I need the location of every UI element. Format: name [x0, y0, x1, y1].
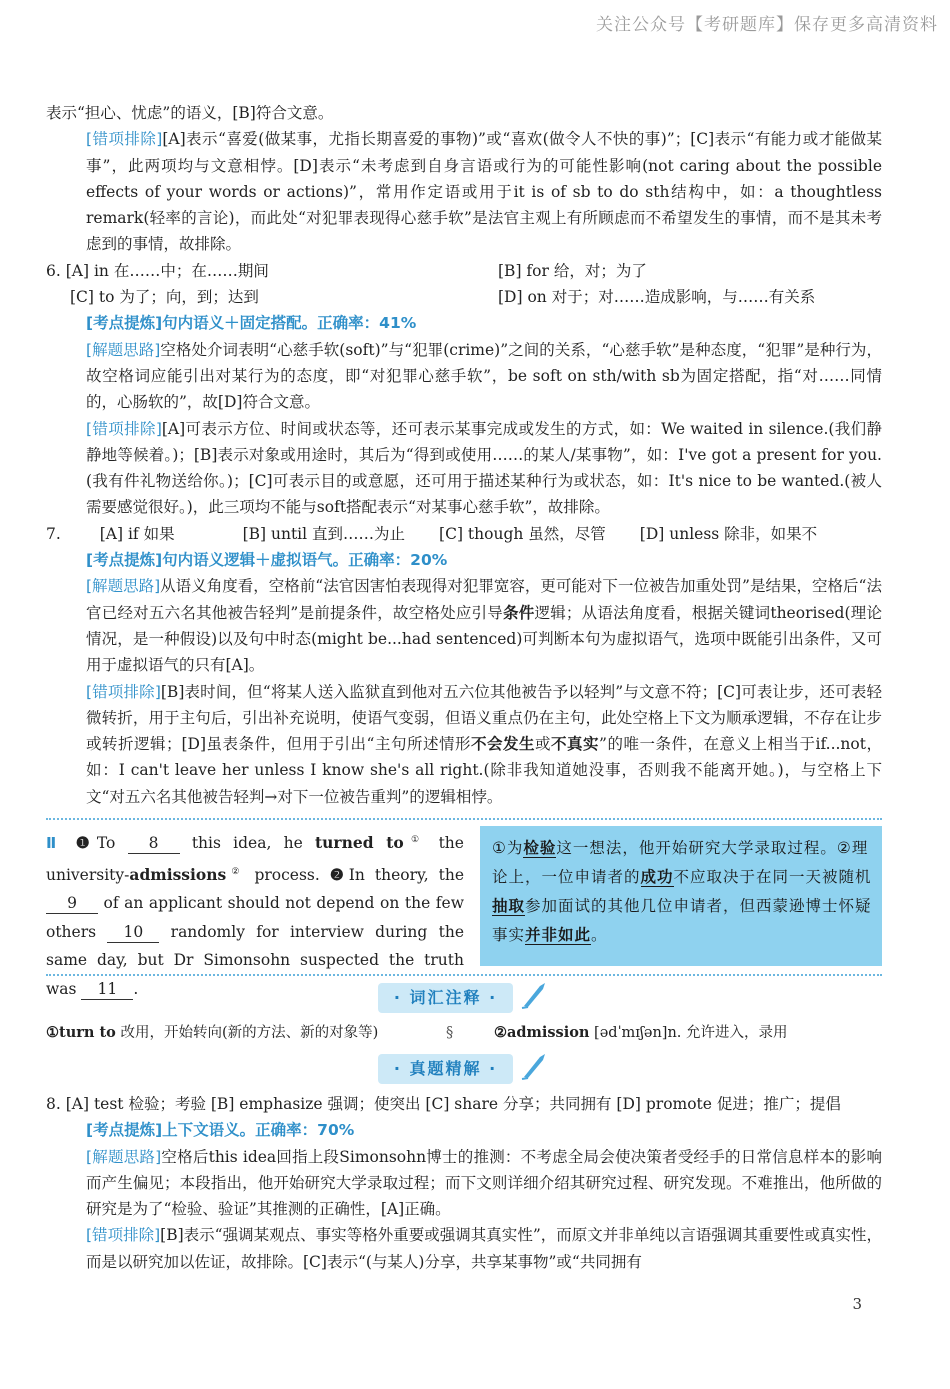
q5-error-text: [A]表示“喜爱(做某事，尤指长期喜爱的事物)”或“喜欢(做令人不快的事)”；[C]表示“有能力或才能做某事”，此两项均与文意相悖。[D]表示“未考虑到自身言语或行为的可能性影响(not caring about the possible effects of your words or actions)”，常用作定语或用于it is of sb to do sth结构中，如：a thoughtless remark(轻率的言论)，而此处“对犯罪表现得心慈手软”是法官主观上有所顾虑而不希望发生的事情，而不是其未考虑到的事情，故排除。: [86, 130, 882, 254]
analysis-title: · 真题精解 ·: [378, 1054, 513, 1084]
q7-error-text-1: [B]表时间，但“将某人送入监狱直到他对五六位其他被告予以轻判”与文意不符；[C]可表让步，还可表轻微转折，用于主句后，引出补充说明，使语气变弱，但语义重点仍在主句，此处空格上下文为顺承逻辑，不存在让步或转折逻辑；[D]虽表条件，但用于引出“主句所述情形: [86, 682, 882, 754]
idea-tag: [解题思路]: [86, 340, 161, 359]
blank-9: 9: [46, 893, 98, 914]
q7-error: [46, 679, 882, 810]
section-roman-numeral: Ⅱ: [46, 834, 64, 853]
q8-idea: [46, 1144, 882, 1223]
q7-number: 7.: [46, 524, 61, 543]
translation-text-2: 这一想法，他开始研究大学录取过程。②理论上，一位申请者的: [492, 839, 869, 887]
q7-option-c: [C] though 虽然，尽管: [439, 524, 606, 543]
q7-idea: [46, 573, 882, 678]
translation-underline-4: 并非如此: [525, 926, 592, 945]
page-content: [46, 100, 882, 1275]
q8-number: 8.: [46, 1094, 61, 1113]
intro-text: 表示“担心、忧虑”的语义，[B]符合文意。: [46, 104, 334, 122]
q8-error: [46, 1222, 882, 1275]
english-passage: [46, 826, 464, 998]
sentence-2-number: ❷: [329, 864, 349, 884]
q6-options-row-2: [46, 284, 882, 310]
analysis-header: [46, 1051, 882, 1089]
q6-error: [46, 416, 882, 521]
q7-error-text-2: 或: [535, 735, 552, 754]
translation-text-4: 参加面试的其他几位申请者，但西蒙逊博士怀疑事实: [492, 897, 872, 945]
error-tag: [错项排除]: [86, 419, 162, 438]
q6-point: [46, 310, 882, 336]
point-tag: [考点提炼]: [86, 314, 163, 333]
q7-idea-bold: 条件: [503, 602, 535, 622]
q6-idea-text: 空格处介词表明“心慈手软(soft)”与“犯罪(crime)”之间的关系，“心慈手软”是种态度，“犯罪”是种行为，故空格词应能引出对某行为的态度，即“对犯罪心慈手软”，be soft on sth/with sb为固定搭配，指“对……同情的，心肠软的”，故[D]符合文意。: [86, 340, 882, 412]
vocab-title: · 词汇注释 ·: [378, 983, 513, 1013]
sentence-1-number: ❶: [75, 833, 97, 853]
vocab-item-1: [46, 1020, 446, 1046]
translation-box: [480, 826, 882, 966]
translation-text-3: 不应取决于在同一天被随机: [673, 868, 872, 887]
vocab-admissions: admissions: [129, 864, 227, 884]
q8-error-text: [B]表示“强调某观点、事实等格外重要或强调其真实性”，而原文并非单纯以言语强调其重要性或真实性，而是以研究加以佐证，故排除。[C]表示“(与某人)分享，共享某事物”或“共同拥有: [86, 1226, 882, 1271]
sentence-2-d: .: [133, 979, 139, 998]
blank-10: 10: [107, 922, 159, 943]
q8-options-text: [A] test 检验；考验 [B] emphasize 强调；使突出 [C] share 分享；共同拥有 [D] promote 促进；推广；提倡: [65, 1094, 841, 1113]
idea-tag: [解题思路]: [86, 1147, 162, 1166]
footnote-2: ②: [226, 866, 245, 877]
q7-point: [46, 547, 882, 573]
vocab-turned-to: turned to: [314, 833, 404, 853]
error-tag: [错项排除]: [86, 130, 163, 149]
q6-options-row-1: [46, 258, 882, 284]
idea-tag: [解题思路]: [86, 577, 161, 596]
vocab-1-definition: 改用，开始转向(新的方法、新的对象等): [120, 1025, 379, 1042]
vocab-list: [46, 1020, 882, 1046]
translation-underline-1: 检验: [523, 839, 557, 858]
q6-option-b: [B] for 给，对；为了: [498, 261, 647, 280]
footnote-1: ①: [403, 835, 427, 846]
q8-point-text: 上下文语义。正确率：70%: [162, 1121, 355, 1140]
error-tag: [错项排除]: [86, 682, 161, 701]
q7-options: [46, 521, 882, 547]
q6-option-c: [C] to 为了；向，到；达到: [70, 288, 259, 307]
sentence-1-a: To: [96, 834, 116, 853]
blank-11: 11: [81, 979, 133, 1000]
q7-error-bold-2: 不真实: [551, 734, 600, 754]
sentence-2-a: In theory, the: [348, 865, 464, 884]
error-tag: [错项排除]: [86, 1226, 161, 1245]
sentence-1-b: this idea, he: [191, 834, 303, 853]
pen-icon: [520, 980, 550, 1018]
translation-underline-2: 成功: [640, 868, 674, 887]
q7-option-b: [B] until 直到……为止: [242, 524, 406, 543]
q7-option-a: [A] if 如果: [99, 524, 175, 543]
watermark-text: 关注公众号【考研题库】保存更多高清资料: [596, 15, 938, 35]
point-tag: [考点提炼]: [86, 551, 163, 570]
section-divider-top: [46, 818, 882, 820]
point-tag: [考点提炼]: [86, 1121, 163, 1140]
vocab-1-word: ①turn to: [46, 1024, 116, 1042]
q6-idea: [46, 337, 882, 416]
q7-option-d: [D] unless 除非，如果不: [639, 524, 818, 543]
q8-options: [46, 1091, 882, 1117]
section-mark-icon: §: [446, 1025, 454, 1042]
vocab-item-2: [494, 1020, 788, 1046]
page-number: 3: [852, 1295, 862, 1313]
q8-point: [46, 1117, 882, 1143]
q8-idea-text: 空格后this idea回指上段Simonsohn博士的推测：不考虑全局会使决策者受经手的日常信息样本的影响而产生偏见；本段指出，他开始研究大学录取过程；而下文则详细介绍其研究过程、研究发现。不难推出，他所做的研究是为了“检验、验证”其推测的正确性，[A]正确。: [86, 1147, 882, 1219]
vocab-header: [46, 980, 882, 1018]
sentence-1-c: the university-: [46, 834, 464, 884]
sentence-2-c: randomly for interview during the same day, but Dr Simonsohn suspected the truth was: [46, 922, 464, 998]
q6-option-line: [46, 258, 498, 284]
q6-option-d: [D] on 对于；对……造成影响，与……有关系: [498, 288, 816, 307]
translation-underline-3: 抽取: [492, 897, 526, 916]
translation-text-5: 。: [591, 926, 608, 945]
q7-idea-text-1: 从语义角度看，空格前“法官因害怕表现得对犯罪宽容，更可能对下一位被告加重处罚”是结果，空格后“法官已经对五六名其他被告轻判”是前提条件，故空格处应引导: [86, 577, 882, 622]
vocab-2-definition: [ədˈmɪʃən]n. 允许进入，录用: [594, 1025, 788, 1042]
q5-error-paragraph: [46, 126, 882, 257]
q7-point-text: 句内语义逻辑＋虚拟语气。正确率：20%: [162, 551, 448, 570]
vocab-2-word: ②admission: [494, 1024, 590, 1042]
q6-point-text: 句内语义＋固定搭配。正确率：41%: [162, 314, 417, 333]
q7-idea-text-2: 逻辑；从语法角度看，根据关键词theorised(理论情况，是一种假设)以及句中时态(might be...had sentenced)可判断本句为虚拟语气，选项中既能引出条件，又可用于虚拟语气的只有[A]。: [86, 603, 882, 675]
q6-option-a: [A] in 在……中；在……期间: [65, 261, 269, 280]
q7-option-line: [46, 521, 209, 547]
translation-text-1: ①为: [492, 839, 524, 858]
q6-error-text: [A]可表示方位、时间或状态等，还可表示某事完成或发生的方式，如：We waited in silence.(我们静静地等候着。)；[B]表示对象或用途时，其后为“得到或使用……的某人/某事物”，如：I've got a present for you.(我有件礼物送给你。)；[C]可表示目的或意愿，还可用于描述某种行为或状态，如：It's nice to be wanted.(被人需要感觉很好。)，此三项均不能与soft搭配表示“对某事心慈手软”，故排除。: [86, 419, 882, 517]
q7-error-bold-1: 不会发生: [471, 734, 536, 754]
sentence-1-d: process.: [254, 865, 320, 884]
sentence-2-b: of an applicant should not depend on the few others: [46, 894, 464, 941]
q6-number: 6.: [46, 261, 61, 280]
q7-error-text-3: ”的唯一条件，在意义上相当于if...not，如：I can't leave her unless I know she's all right.(除非我知道她没事，否则我不能离开她。)，与空格上下文“对五六名其他被告轻判→对下一位被告重判”的逻辑相悖。: [86, 735, 882, 806]
blank-8: 8: [128, 833, 180, 854]
pen-icon: [520, 1051, 550, 1089]
